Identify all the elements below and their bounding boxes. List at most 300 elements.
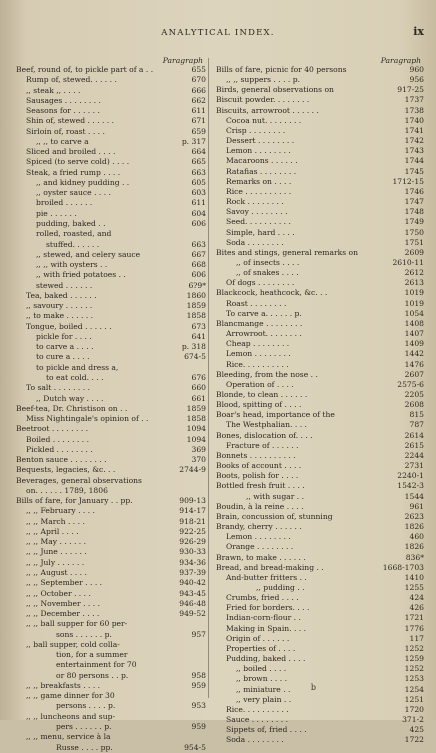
entry-text: Beetroot . . . . . . . .	[16, 424, 89, 434]
entry-text: Rice. . . . . . . . . .	[226, 359, 289, 369]
entry-text: ,, ,, breakfasts . . . .	[26, 680, 101, 690]
index-entry	[216, 197, 424, 207]
entry-text: Roast . . . . . . . .	[226, 298, 287, 308]
index-entry	[16, 599, 206, 609]
entry-text: ,, miniature . .	[236, 684, 291, 694]
entry-text: Beef, round of, to pickle part of a . .	[16, 65, 154, 74]
index-entry	[216, 126, 424, 136]
entry-reference: 666	[191, 85, 206, 95]
index-entry	[16, 476, 206, 486]
signature-mark: b	[310, 683, 316, 692]
entry-reference: 1720	[404, 704, 424, 714]
index-entry	[216, 156, 424, 166]
entry-text: Simple, hard . . . .	[226, 227, 295, 237]
entry-text: Blood, spitting of . . . .	[216, 400, 302, 410]
entry-text: Beverages, general observations	[16, 475, 142, 485]
index-entry	[16, 640, 206, 650]
entry-reference: 836*	[405, 552, 424, 562]
entry-reference: 663	[191, 167, 206, 177]
entry-reference: 1712-15	[392, 176, 424, 186]
entry-text: Biscuit powder. . . . . . . .	[216, 95, 310, 105]
index-entry	[16, 630, 206, 640]
entry-text: ,, ,, July . . . . . .	[26, 557, 85, 567]
entry-reference: 611	[191, 106, 206, 116]
index-entry	[16, 301, 206, 311]
index-entry	[16, 394, 206, 404]
index-entry	[216, 258, 424, 268]
index-entry	[16, 127, 206, 137]
index-entry	[16, 383, 206, 393]
entry-text: Rock . . . . . . . .	[226, 197, 284, 207]
entry-text: Of dogs . . . . . . . .	[226, 278, 295, 288]
index-entry	[16, 250, 206, 260]
index-entries	[216, 65, 424, 745]
index-entry	[216, 502, 424, 512]
index-entry	[16, 209, 206, 219]
index-entry	[216, 95, 424, 105]
index-entry	[16, 270, 206, 280]
entry-text: to cure a . . . .	[36, 352, 90, 362]
entry-reference: 660	[191, 383, 206, 393]
entry-text: tion, for a summer	[56, 650, 128, 660]
entry-text: To salt . . . . . . . .	[26, 383, 90, 393]
entry-reference: 1252	[404, 643, 424, 653]
index-entry	[16, 322, 206, 332]
index-entry	[16, 219, 206, 229]
entry-reference: 934-36	[179, 557, 206, 567]
index-entry	[16, 609, 206, 619]
entry-text: Bonnets . . . . . . . . . .	[216, 450, 296, 460]
index-entry	[216, 695, 424, 705]
entry-reference: 1019	[404, 288, 424, 298]
index-entry	[16, 65, 206, 75]
entry-text: ,, brown . . . .	[236, 674, 288, 684]
entry-reference: 2623	[404, 511, 424, 521]
entry-reference: 1410	[404, 572, 424, 582]
index-entry	[216, 228, 424, 238]
entry-text: ,, ,, with oysters . .	[36, 260, 108, 270]
index-entry	[16, 260, 206, 270]
entry-text: to eat cold. . . .	[46, 372, 104, 382]
entry-text: Soda . . . . . . . .	[226, 735, 284, 745]
index-entry	[16, 168, 206, 178]
entry-text: Orange . . . . . . . .	[226, 542, 294, 552]
index-entry	[16, 291, 206, 301]
entry-reference: 1253	[404, 674, 424, 684]
index-entry	[16, 681, 206, 691]
entry-text: To carve a. . . . . . p.	[226, 308, 302, 318]
index-entry	[16, 281, 206, 291]
entry-reference: 667	[191, 249, 206, 259]
entry-text: Lemon . . . . . . . .	[226, 146, 291, 156]
index-entry	[216, 106, 424, 116]
entry-text: pudding, baked . .	[36, 218, 106, 228]
index-entry	[216, 471, 424, 481]
entry-reference: 1740	[404, 115, 424, 125]
index-entry	[216, 299, 424, 309]
entry-text: Bottled fresh fruit . . . .	[216, 481, 305, 491]
index-entry	[216, 349, 424, 359]
entry-reference: 1859	[186, 301, 206, 311]
index-entry	[16, 671, 206, 681]
entry-text: ,, ,, April . . . .	[26, 526, 79, 536]
index-entry	[16, 198, 206, 208]
entry-reference: 1407	[404, 329, 424, 339]
entry-text: Boots, polish for . . . .	[216, 471, 299, 481]
index-entry	[16, 496, 206, 506]
entry-reference: 1054	[404, 308, 424, 318]
entry-text: Boiled . . . . . . . .	[26, 434, 89, 444]
entry-reference: 2607	[404, 369, 424, 379]
index-entry	[216, 390, 424, 400]
entry-reference: 663	[191, 239, 206, 249]
index-entry	[16, 363, 206, 373]
entry-reference: 909-13	[179, 496, 206, 506]
entry-reference: 671	[191, 116, 206, 126]
entry-reference: 1019	[404, 298, 424, 308]
index-entry	[216, 268, 424, 278]
entry-reference: 1722	[404, 735, 424, 745]
entry-text: Tongue, boiled . . . . . .	[26, 321, 112, 331]
index-entry	[16, 96, 206, 106]
entry-text: Making in Spain. . . .	[226, 623, 307, 633]
entry-reference: 1860	[186, 290, 206, 300]
entry-reference: 641	[191, 331, 206, 341]
entry-reference: 1749	[404, 217, 424, 227]
index-entry	[16, 568, 206, 578]
index-entry	[16, 486, 206, 496]
index-entry	[16, 147, 206, 157]
entry-reference: 949-52	[179, 609, 206, 619]
entry-reference: 670	[191, 75, 206, 85]
index-entry	[16, 342, 206, 352]
entry-reference: 1259	[404, 654, 424, 664]
entry-reference: 370	[191, 455, 206, 465]
entry-text: ,, stewed, and celery sauce	[36, 249, 141, 259]
entry-reference: 1721	[404, 613, 424, 623]
entry-text: ,, pudding . .	[256, 582, 305, 592]
index-entry	[16, 660, 206, 670]
entry-text: ,, of snakes . . . .	[236, 268, 299, 278]
index-entry	[216, 674, 424, 684]
entry-reference: 1254	[404, 684, 424, 694]
entry-text: Bleeding, from the nose . .	[216, 369, 318, 379]
entry-text: ,, steak ,, . . . .	[26, 85, 81, 95]
entry-text: The Westphalian. . . .	[226, 420, 307, 430]
running-title: ANALYTICAL INDEX.	[161, 28, 275, 38]
entry-reference: 953	[191, 701, 206, 711]
index-entry	[16, 352, 206, 362]
index-entry	[216, 146, 424, 156]
entry-text: Rice . . . . . . . . . .	[226, 186, 292, 196]
index-entry	[16, 106, 206, 116]
index-entry	[16, 240, 206, 250]
entry-reference: 2615	[404, 440, 424, 450]
index-entry	[216, 451, 424, 461]
entry-reference: 2731	[404, 461, 424, 471]
index-entry	[16, 589, 206, 599]
index-entry	[216, 613, 424, 623]
index-entry	[16, 188, 206, 198]
entry-reference: 676	[191, 372, 206, 382]
index-entry	[216, 593, 424, 603]
entry-reference: 1476	[404, 359, 424, 369]
index-entry	[16, 691, 206, 701]
index-entry	[16, 578, 206, 588]
entry-text: ,, with sugar . .	[246, 491, 304, 501]
index-entry	[216, 553, 424, 563]
entry-reference: 917-25	[397, 85, 424, 95]
entry-reference: 787	[409, 420, 424, 430]
entry-reference: 662	[191, 95, 206, 105]
entry-reference: 1746	[404, 186, 424, 196]
entry-text: Brain, concussion of, stunning	[216, 511, 333, 521]
index-entry	[216, 563, 424, 573]
index-entry	[16, 229, 206, 239]
entry-reference: 1744	[404, 156, 424, 166]
entry-reference: 2608	[404, 400, 424, 410]
entry-reference: 1251	[404, 694, 424, 704]
entry-reference: 1542-3	[397, 481, 424, 491]
index-entry	[216, 116, 424, 126]
page-number: ix	[413, 25, 424, 38]
index-entry	[216, 288, 424, 298]
entry-reference: 943-45	[179, 588, 206, 598]
index-entry	[216, 664, 424, 674]
entry-text: broiled . . . . . .	[36, 198, 93, 208]
entry-text: sons . . . . . . p.	[56, 629, 112, 639]
entry-text: ,, ,, August . . . .	[26, 568, 87, 578]
index-entry	[216, 65, 424, 75]
entry-text: Bites and stings, general remarks on	[216, 247, 359, 257]
index-entry	[216, 360, 424, 370]
index-entry	[216, 735, 424, 745]
index-entry	[16, 722, 206, 732]
entry-reference: 1776	[404, 623, 424, 633]
entry-text: ,, ball supper, cold colla-	[26, 639, 120, 649]
index-entry	[16, 537, 206, 547]
entry-text: Crumbs, fried . . . .	[226, 593, 299, 603]
entry-reference: 2240-1	[397, 471, 424, 481]
index-entry	[216, 644, 424, 654]
page-header	[0, 25, 436, 44]
entry-reference: 1858	[186, 311, 206, 321]
entry-reference: 603	[191, 188, 206, 198]
index-entries	[16, 65, 206, 753]
entry-reference: 605	[191, 177, 206, 187]
index-entry	[16, 435, 206, 445]
index-entry	[216, 238, 424, 248]
entry-text: Spiced (to serve cold) . . . .	[26, 157, 130, 167]
index-entry	[216, 167, 424, 177]
entry-text: Pickled . . . . . . . .	[26, 444, 93, 454]
index-entry	[16, 424, 206, 434]
index-entry	[216, 654, 424, 664]
index-entry	[16, 465, 206, 475]
index-entry	[216, 532, 424, 542]
entry-text: Soda . . . . . . . .	[226, 237, 284, 247]
entry-reference: 1742	[404, 136, 424, 146]
entry-reference: 2244	[404, 450, 424, 460]
entry-reference: 1745	[404, 166, 424, 176]
entry-reference: 1741	[404, 125, 424, 135]
entry-reference: p. 318	[181, 342, 206, 352]
entry-reference: 604	[191, 208, 206, 218]
index-entry	[216, 522, 424, 532]
entry-reference: 918-21	[179, 516, 206, 526]
entry-reference: 2205	[404, 390, 424, 399]
entry-reference: 655	[191, 65, 206, 74]
index-entry	[216, 217, 424, 227]
entry-reference: 673	[191, 321, 206, 331]
entry-text: Pudding, baked . . . .	[226, 654, 306, 664]
entry-reference: 460	[409, 532, 424, 542]
index-entry	[216, 187, 424, 197]
entry-text: or 80 persons . . p.	[56, 670, 129, 680]
entry-reference: 1737	[404, 95, 424, 105]
entry-text: Biscuits, arrowroot . . . . . .	[216, 105, 319, 115]
entry-text: ,, ,, November . . . .	[26, 598, 100, 608]
entry-text: And-butter fritters . .	[226, 572, 307, 582]
index-entry	[216, 420, 424, 430]
entry-reference: 930-33	[179, 547, 206, 557]
entry-reference: 606	[191, 270, 206, 280]
entry-reference: 1743	[404, 146, 424, 156]
index-entry	[216, 370, 424, 380]
entry-reference: 659	[191, 126, 206, 136]
entry-reference: 1409	[404, 339, 424, 349]
entry-text: ,, ,, luncheons and sup-	[26, 711, 116, 721]
entry-reference: 1826	[404, 522, 424, 532]
entry-reference: 1748	[404, 207, 424, 217]
entry-text: Sirloin of, roast . . . .	[26, 126, 105, 136]
entry-text: ,, ,, October . . . .	[26, 588, 91, 598]
entry-reference: 914-17	[179, 506, 206, 516]
column-heading: Paragraph	[162, 56, 203, 65]
index-column-right	[216, 56, 424, 745]
entry-text: Birds, general observations on	[216, 85, 334, 95]
entry-text: Seed. . . . . . . . . .	[226, 217, 291, 227]
entry-reference: 926-29	[179, 537, 206, 547]
index-entry	[216, 400, 424, 410]
entry-text: Dessert . . . . . . . .	[226, 136, 295, 146]
index-entry	[216, 309, 424, 319]
index-entry	[216, 339, 424, 349]
index-entry	[16, 712, 206, 722]
entry-reference: 2609	[404, 247, 424, 257]
entry-text: Rice. . . . . . . . . .	[226, 704, 289, 714]
entry-reference: 1252	[404, 664, 424, 674]
entry-reference: 1826	[404, 542, 424, 552]
entry-text: Fried for borders. . . .	[226, 603, 310, 613]
column-heading: Paragraph	[380, 56, 421, 65]
entry-reference: 960	[409, 65, 424, 74]
index-column-left	[16, 56, 206, 753]
entry-text: Arrowroot. . . . . . . .	[226, 329, 302, 339]
entry-text: Bequests, legacies, &c. . .	[16, 465, 116, 475]
index-entry	[216, 380, 424, 390]
entry-text: to pickle and dress a,	[36, 362, 119, 372]
index-entry	[16, 404, 206, 414]
entry-text: Steak, a fried rump . . . .	[26, 167, 121, 177]
index-entry	[16, 619, 206, 629]
index-entry	[16, 137, 206, 147]
entry-text: Sippets of, fried . . . .	[226, 725, 307, 735]
entry-text: Shin of, stewed . . . . . .	[26, 116, 115, 126]
entry-reference: 1094	[186, 434, 206, 444]
entry-reference: 940-42	[179, 578, 206, 588]
entry-text: ,, of insects . . . .	[236, 257, 300, 267]
entry-reference: 1738	[404, 105, 424, 115]
index-entry	[216, 542, 424, 552]
entry-text: ,, ,, ball supper for 60 per-	[26, 619, 128, 629]
index-entry	[16, 373, 206, 383]
index-entry	[216, 441, 424, 451]
entry-reference: 424	[409, 593, 424, 603]
entry-text: ,, ,, suppers . . . . p.	[226, 75, 301, 85]
entry-reference: 1408	[404, 318, 424, 328]
entry-reference: 426	[409, 603, 424, 613]
entry-reference: 2614	[404, 430, 424, 440]
entry-reference: 117	[409, 633, 424, 643]
entry-text: ,, ,, March . . . .	[26, 516, 85, 526]
entry-text: ,, Dutch way . . . .	[36, 393, 104, 403]
index-entry	[216, 248, 424, 258]
index-entry	[16, 743, 206, 753]
index-entry	[16, 517, 206, 527]
entry-reference: 371-2	[402, 715, 424, 724]
entry-text: Cheap . . . . . . . .	[226, 339, 290, 349]
entry-text: ,, to make . . . . . .	[26, 311, 94, 321]
entry-text: ,, oyster sauce . . . .	[36, 188, 111, 198]
entry-text: Boudin, à la reine . . . .	[216, 501, 304, 511]
index-entry	[16, 116, 206, 126]
entry-text: Bread, and bread-making . .	[216, 562, 324, 572]
entry-text: Ratafias . . . . . . . .	[226, 166, 297, 176]
index-entry	[216, 481, 424, 491]
entry-text: stuffed. . . . . .	[46, 239, 100, 249]
entry-reference: 6?9*	[188, 280, 206, 290]
entry-text: persons . . . . p.	[56, 701, 116, 711]
index-entry	[216, 705, 424, 715]
entry-text: ,, ,, menu, service à la	[26, 732, 111, 742]
entry-reference: 369	[191, 444, 206, 454]
entry-text: ,, ,, December . . . .	[26, 609, 100, 619]
entry-text: Benton sauce . . . . . . . .	[16, 455, 107, 465]
entry-text: on. . . . . . 1789, 1806	[26, 485, 108, 495]
index-entry	[16, 558, 206, 568]
entry-text: ,, and kidney pudding . .	[36, 177, 130, 187]
entry-text: Remarks on . . . .	[226, 176, 292, 186]
column-divider	[208, 58, 209, 698]
index-entry	[216, 431, 424, 441]
index-entry	[216, 177, 424, 187]
index-entry	[216, 136, 424, 146]
index-entry	[216, 461, 424, 471]
entry-text: ,, ,, February . . . .	[26, 506, 95, 516]
index-entry	[216, 512, 424, 522]
index-entry	[216, 624, 424, 634]
entry-reference: 815	[409, 410, 424, 420]
entry-text: ,, boiled . . . .	[236, 664, 287, 674]
entry-text: Cocoa nut. . . . . . . .	[226, 115, 302, 125]
entry-text: Brawn, to make . . . . . .	[216, 552, 306, 562]
index-entry	[16, 332, 206, 342]
index-entry	[216, 319, 424, 329]
entry-reference: p. 317	[181, 136, 206, 146]
entry-text: Bones, dislocation of. . . .	[216, 430, 313, 440]
entry-reference: 668	[191, 260, 206, 270]
